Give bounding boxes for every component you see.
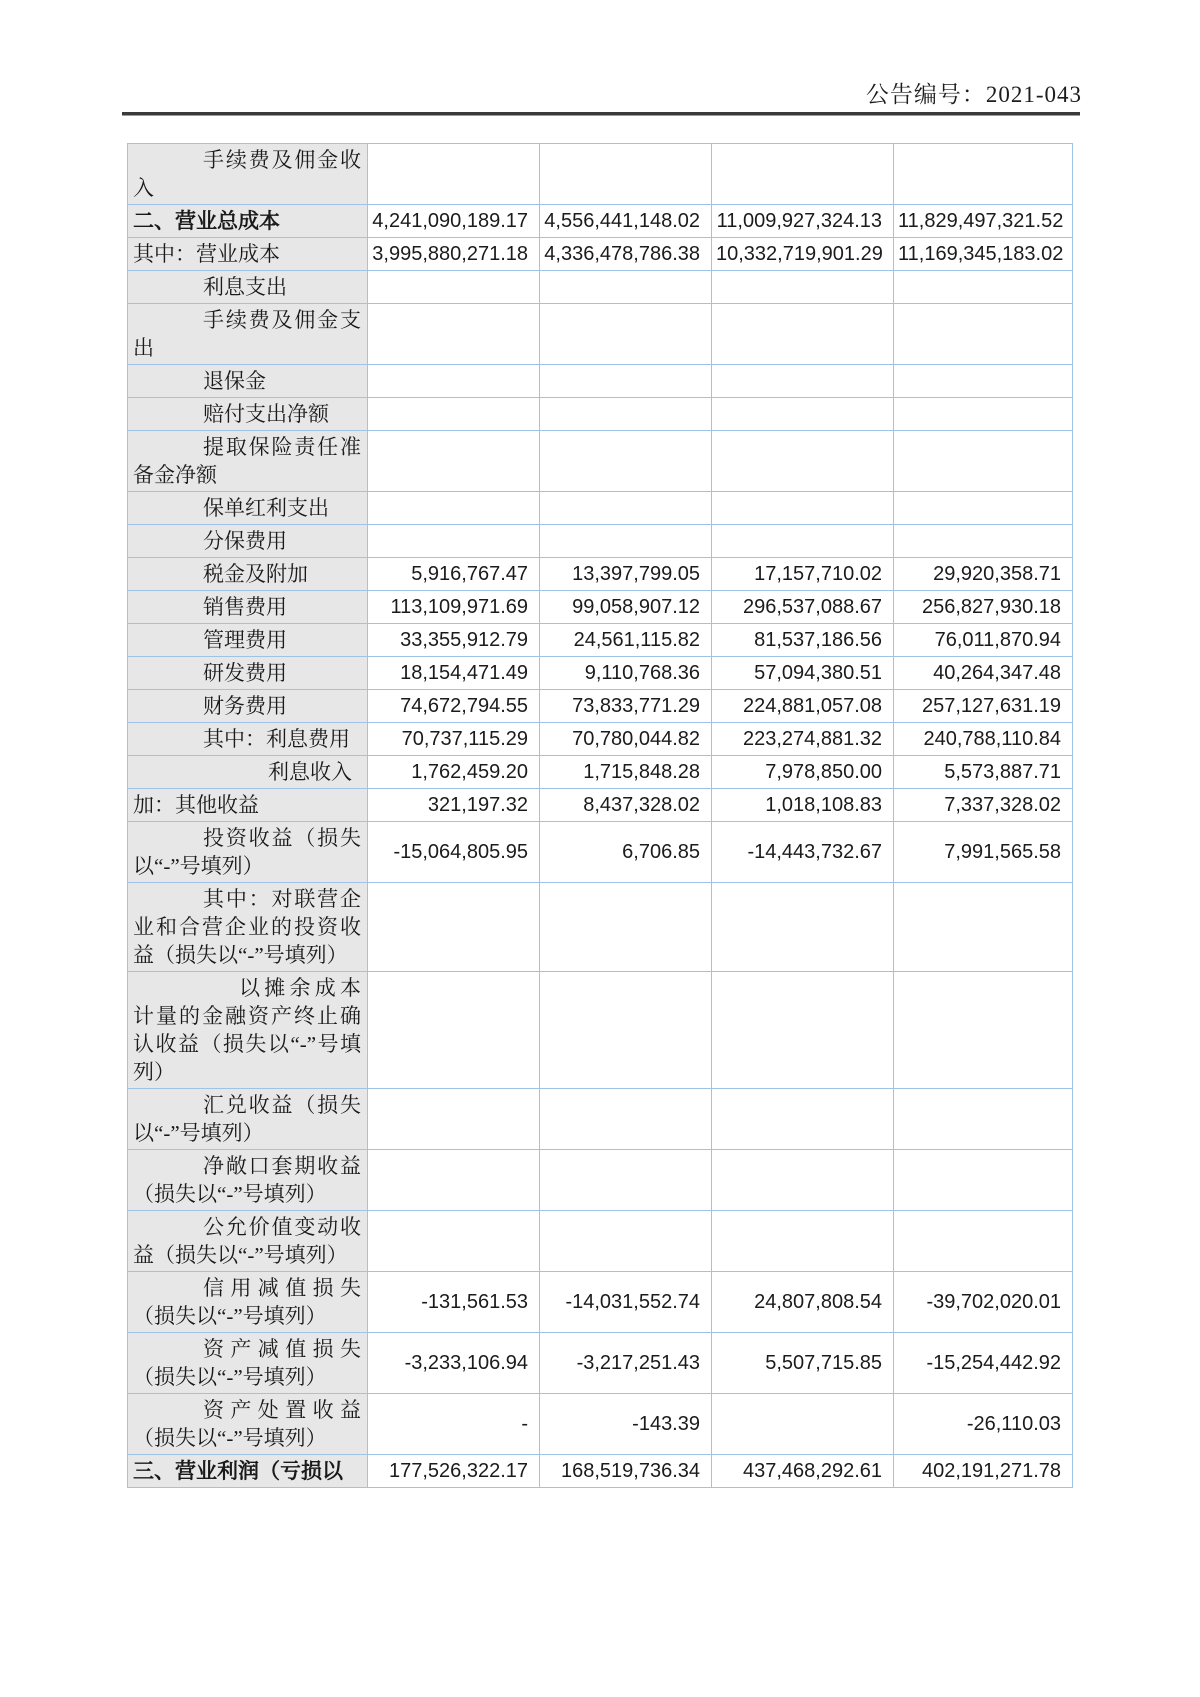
value-cell	[540, 525, 712, 558]
row-label: 研发费用	[128, 657, 368, 690]
value-cell	[368, 1211, 540, 1272]
income-statement-table-body	[128, 144, 1073, 1488]
table-row	[128, 690, 1073, 723]
value-cell: 7,337,328.02	[894, 789, 1073, 822]
value-cell	[540, 398, 712, 431]
value-cell	[368, 304, 540, 365]
row-label: 分保费用	[128, 525, 368, 558]
row-label: 保单红利支出	[128, 492, 368, 525]
table-row	[128, 624, 1073, 657]
value-cell	[712, 525, 894, 558]
value-cell	[712, 365, 894, 398]
value-cell: 5,573,887.71	[894, 756, 1073, 789]
value-cell: 257,127,631.19	[894, 690, 1073, 723]
value-cell: -15,064,805.95	[368, 822, 540, 883]
table-row	[128, 304, 1073, 365]
value-cell: 7,978,850.00	[712, 756, 894, 789]
row-label: 二、营业总成本	[128, 205, 368, 238]
value-cell: 5,916,767.47	[368, 558, 540, 591]
value-cell: 74,672,794.55	[368, 690, 540, 723]
value-cell: 8,437,328.02	[540, 789, 712, 822]
value-cell	[368, 144, 540, 205]
value-cell	[894, 1211, 1073, 1272]
table-row	[128, 1333, 1073, 1394]
value-cell	[540, 1150, 712, 1211]
value-cell: 6,706.85	[540, 822, 712, 883]
table-row	[128, 1272, 1073, 1333]
table-row	[128, 431, 1073, 492]
row-label: 利息支出	[128, 271, 368, 304]
value-cell	[712, 1394, 894, 1455]
value-cell: -39,702,020.01	[894, 1272, 1073, 1333]
value-cell	[712, 972, 894, 1089]
header-divider	[122, 112, 1080, 116]
table-row	[128, 205, 1073, 238]
value-cell	[712, 1150, 894, 1211]
value-cell	[894, 492, 1073, 525]
value-cell: 437,468,292.61	[712, 1455, 894, 1488]
value-cell	[540, 431, 712, 492]
table-row	[128, 1455, 1073, 1488]
value-cell: -26,110.03	[894, 1394, 1073, 1455]
value-cell: 240,788,110.84	[894, 723, 1073, 756]
row-label: 销售费用	[128, 591, 368, 624]
value-cell	[712, 431, 894, 492]
table-row	[128, 1150, 1073, 1211]
value-cell: 177,526,322.17	[368, 1455, 540, 1488]
table-row	[128, 723, 1073, 756]
table-row	[128, 271, 1073, 304]
value-cell	[894, 1089, 1073, 1150]
row-label: 其中：对联营企业和合营企业的投资收益（损失以“-”号填列）	[128, 883, 368, 972]
table-row	[128, 238, 1073, 271]
value-cell: 17,157,710.02	[712, 558, 894, 591]
value-cell	[540, 1211, 712, 1272]
value-cell: -14,031,552.74	[540, 1272, 712, 1333]
value-cell: 76,011,870.94	[894, 624, 1073, 657]
value-cell: 256,827,930.18	[894, 591, 1073, 624]
value-cell: 113,109,971.69	[368, 591, 540, 624]
value-cell: 11,829,497,321.52	[894, 205, 1073, 238]
row-label: 以摊余成本计量的金融资产终止确认收益（损失以“-”号填列）	[128, 972, 368, 1089]
value-cell	[712, 271, 894, 304]
value-cell	[540, 365, 712, 398]
value-cell	[712, 1089, 894, 1150]
row-label: 提取保险责任准备金净额	[128, 431, 368, 492]
row-label: 加：其他收益	[128, 789, 368, 822]
value-cell: -14,443,732.67	[712, 822, 894, 883]
value-cell: 70,737,115.29	[368, 723, 540, 756]
row-label: 管理费用	[128, 624, 368, 657]
row-label: 公允价值变动收益（损失以“-”号填列）	[128, 1211, 368, 1272]
row-label: 赔付支出净额	[128, 398, 368, 431]
row-label: 信用减值损失（损失以“-”号填列）	[128, 1272, 368, 1333]
table-row	[128, 525, 1073, 558]
value-cell: 296,537,088.67	[712, 591, 894, 624]
value-cell	[540, 1089, 712, 1150]
value-cell	[368, 883, 540, 972]
row-label: 手续费及佣金收入	[128, 144, 368, 205]
row-label: 财务费用	[128, 690, 368, 723]
value-cell	[712, 304, 894, 365]
row-label: 净敞口套期收益（损失以“-”号填列）	[128, 1150, 368, 1211]
value-cell	[368, 492, 540, 525]
value-cell: -	[368, 1394, 540, 1455]
row-label: 投资收益（损失以“-”号填列）	[128, 822, 368, 883]
table-row	[128, 657, 1073, 690]
value-cell: 99,058,907.12	[540, 591, 712, 624]
value-cell	[368, 431, 540, 492]
income-statement-table	[127, 143, 1073, 1488]
value-cell: 4,556,441,148.02	[540, 205, 712, 238]
value-cell	[540, 271, 712, 304]
value-cell	[540, 972, 712, 1089]
value-cell	[894, 271, 1073, 304]
value-cell: 1,018,108.83	[712, 789, 894, 822]
value-cell: 4,336,478,786.38	[540, 238, 712, 271]
value-cell	[368, 365, 540, 398]
row-label: 汇兑收益（损失以“-”号填列）	[128, 1089, 368, 1150]
value-cell	[368, 1089, 540, 1150]
announcement-number: 公告编号：2021-043	[865, 82, 1082, 107]
value-cell: 7,991,565.58	[894, 822, 1073, 883]
row-label: 资产处置收益（损失以“-”号填列）	[128, 1394, 368, 1455]
row-label: 税金及附加	[128, 558, 368, 591]
value-cell: -131,561.53	[368, 1272, 540, 1333]
value-cell: -143.39	[540, 1394, 712, 1455]
value-cell	[540, 304, 712, 365]
value-cell	[368, 398, 540, 431]
value-cell	[712, 1211, 894, 1272]
value-cell: 33,355,912.79	[368, 624, 540, 657]
value-cell: 223,274,881.32	[712, 723, 894, 756]
table-row	[128, 398, 1073, 431]
table-row	[128, 1211, 1073, 1272]
value-cell: 1,762,459.20	[368, 756, 540, 789]
value-cell: 29,920,358.71	[894, 558, 1073, 591]
value-cell	[894, 1150, 1073, 1211]
value-cell	[712, 398, 894, 431]
value-cell: 18,154,471.49	[368, 657, 540, 690]
value-cell: 11,169,345,183.02	[894, 238, 1073, 271]
value-cell: 24,561,115.82	[540, 624, 712, 657]
value-cell	[894, 883, 1073, 972]
table-row	[128, 144, 1073, 205]
value-cell	[540, 883, 712, 972]
table-row	[128, 822, 1073, 883]
value-cell	[368, 972, 540, 1089]
row-label: 资产减值损失（损失以“-”号填列）	[128, 1333, 368, 1394]
value-cell: -3,217,251.43	[540, 1333, 712, 1394]
value-cell	[894, 398, 1073, 431]
value-cell	[368, 525, 540, 558]
value-cell: 4,241,090,189.17	[368, 205, 540, 238]
value-cell: 224,881,057.08	[712, 690, 894, 723]
row-label: 退保金	[128, 365, 368, 398]
value-cell	[894, 144, 1073, 205]
value-cell: 168,519,736.34	[540, 1455, 712, 1488]
table-row	[128, 1089, 1073, 1150]
row-label: 三、营业利润（亏损以	[128, 1455, 368, 1488]
value-cell: 24,807,808.54	[712, 1272, 894, 1333]
value-cell	[894, 431, 1073, 492]
value-cell	[540, 492, 712, 525]
value-cell	[894, 304, 1073, 365]
value-cell: -3,233,106.94	[368, 1333, 540, 1394]
table-row	[128, 365, 1073, 398]
table-row	[128, 591, 1073, 624]
value-cell	[894, 525, 1073, 558]
value-cell: 57,094,380.51	[712, 657, 894, 690]
value-cell: 1,715,848.28	[540, 756, 712, 789]
value-cell: 70,780,044.82	[540, 723, 712, 756]
value-cell: -15,254,442.92	[894, 1333, 1073, 1394]
value-cell: 73,833,771.29	[540, 690, 712, 723]
table-row	[128, 1394, 1073, 1455]
row-label: 利息收入	[128, 756, 368, 789]
value-cell	[368, 271, 540, 304]
row-label: 其中：利息费用	[128, 723, 368, 756]
value-cell	[894, 972, 1073, 1089]
value-cell	[368, 1150, 540, 1211]
row-label: 手续费及佣金支出	[128, 304, 368, 365]
value-cell: 81,537,186.56	[712, 624, 894, 657]
value-cell: 13,397,799.05	[540, 558, 712, 591]
table-row	[128, 492, 1073, 525]
table-row	[128, 883, 1073, 972]
table-row	[128, 972, 1073, 1089]
table-row	[128, 558, 1073, 591]
value-cell: 40,264,347.48	[894, 657, 1073, 690]
value-cell	[894, 365, 1073, 398]
value-cell	[712, 144, 894, 205]
value-cell: 321,197.32	[368, 789, 540, 822]
value-cell	[712, 492, 894, 525]
value-cell	[712, 883, 894, 972]
table-row	[128, 789, 1073, 822]
row-label: 其中：营业成本	[128, 238, 368, 271]
value-cell: 11,009,927,324.13	[712, 205, 894, 238]
value-cell	[540, 144, 712, 205]
value-cell: 402,191,271.78	[894, 1455, 1073, 1488]
value-cell: 9,110,768.36	[540, 657, 712, 690]
value-cell: 10,332,719,901.29	[712, 238, 894, 271]
value-cell: 3,995,880,271.18	[368, 238, 540, 271]
table-row	[128, 756, 1073, 789]
value-cell: 5,507,715.85	[712, 1333, 894, 1394]
